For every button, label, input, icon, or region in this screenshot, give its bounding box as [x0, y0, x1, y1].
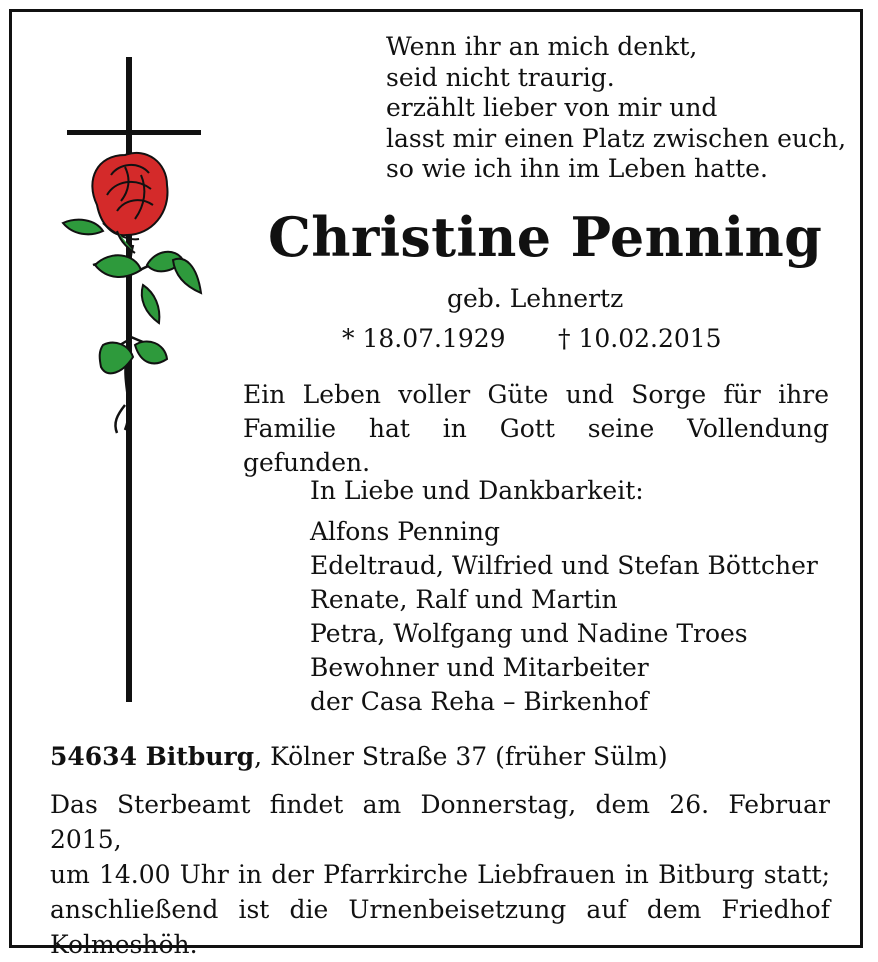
- mourners-list: [310, 515, 818, 719]
- service-line: Kolmeshöh.: [50, 930, 198, 959]
- rose-icon: [92, 153, 167, 253]
- birth-date: * 18.07.1929: [342, 324, 506, 353]
- poem-line: lasst mir einen Platz zwischen euch,: [386, 123, 847, 153]
- mourner-entry: Alfons Penning: [310, 517, 501, 546]
- mourner-entry: Bewohner und Mitarbeiter: [310, 653, 649, 682]
- mourner-entry: der Casa Reha – Birkenhof: [310, 687, 649, 716]
- deceased-name: Christine Penning: [268, 205, 823, 269]
- family-address: [50, 742, 668, 771]
- thanks-heading: In Liebe und Dankbarkeit:: [310, 476, 644, 505]
- memorial-poem: [386, 32, 846, 185]
- address-street: , Kölner Straße 37 (früher Sülm): [254, 742, 668, 771]
- poem-line: erzählt lieber von mir und: [386, 93, 718, 122]
- service-line: um 14.00 Uhr in der Pfarrkirche Liebfrauen in Bitburg statt;: [50, 860, 830, 889]
- tribute-line: Familie hat in Gott seine Vollendung gefunden.: [243, 414, 829, 477]
- tribute-line: Ein Leben voller Güte und Sorge für ihre: [243, 380, 829, 409]
- maiden-name: geb. Lehnertz: [447, 284, 624, 313]
- poem-line: seid nicht traurig.: [386, 62, 615, 92]
- service-line: anschließend ist die Urnenbeisetzung auf dem Friedhof: [50, 895, 830, 924]
- service-line: Das Sterbeamt findet am Donnerstag, dem 26. Februar 2015,: [50, 790, 830, 854]
- mourner-entry: Edeltraud, Wilfried und Stefan Böttcher: [310, 551, 818, 580]
- cross-with-rose-illustration: [55, 55, 215, 705]
- tribute-text: [243, 378, 829, 480]
- mourner-entry: Renate, Ralf und Martin: [310, 585, 618, 614]
- poem-line: Wenn ihr an mich denkt,: [386, 32, 698, 61]
- mourner-entry: Petra, Wolfgang und Nadine Troes: [310, 619, 748, 648]
- address-city: 54634 Bitburg: [50, 742, 255, 771]
- death-date: † 10.02.2015: [558, 324, 722, 353]
- service-announcement: [50, 787, 830, 962]
- poem-line: so wie ich ihn im Leben hatte.: [386, 154, 768, 183]
